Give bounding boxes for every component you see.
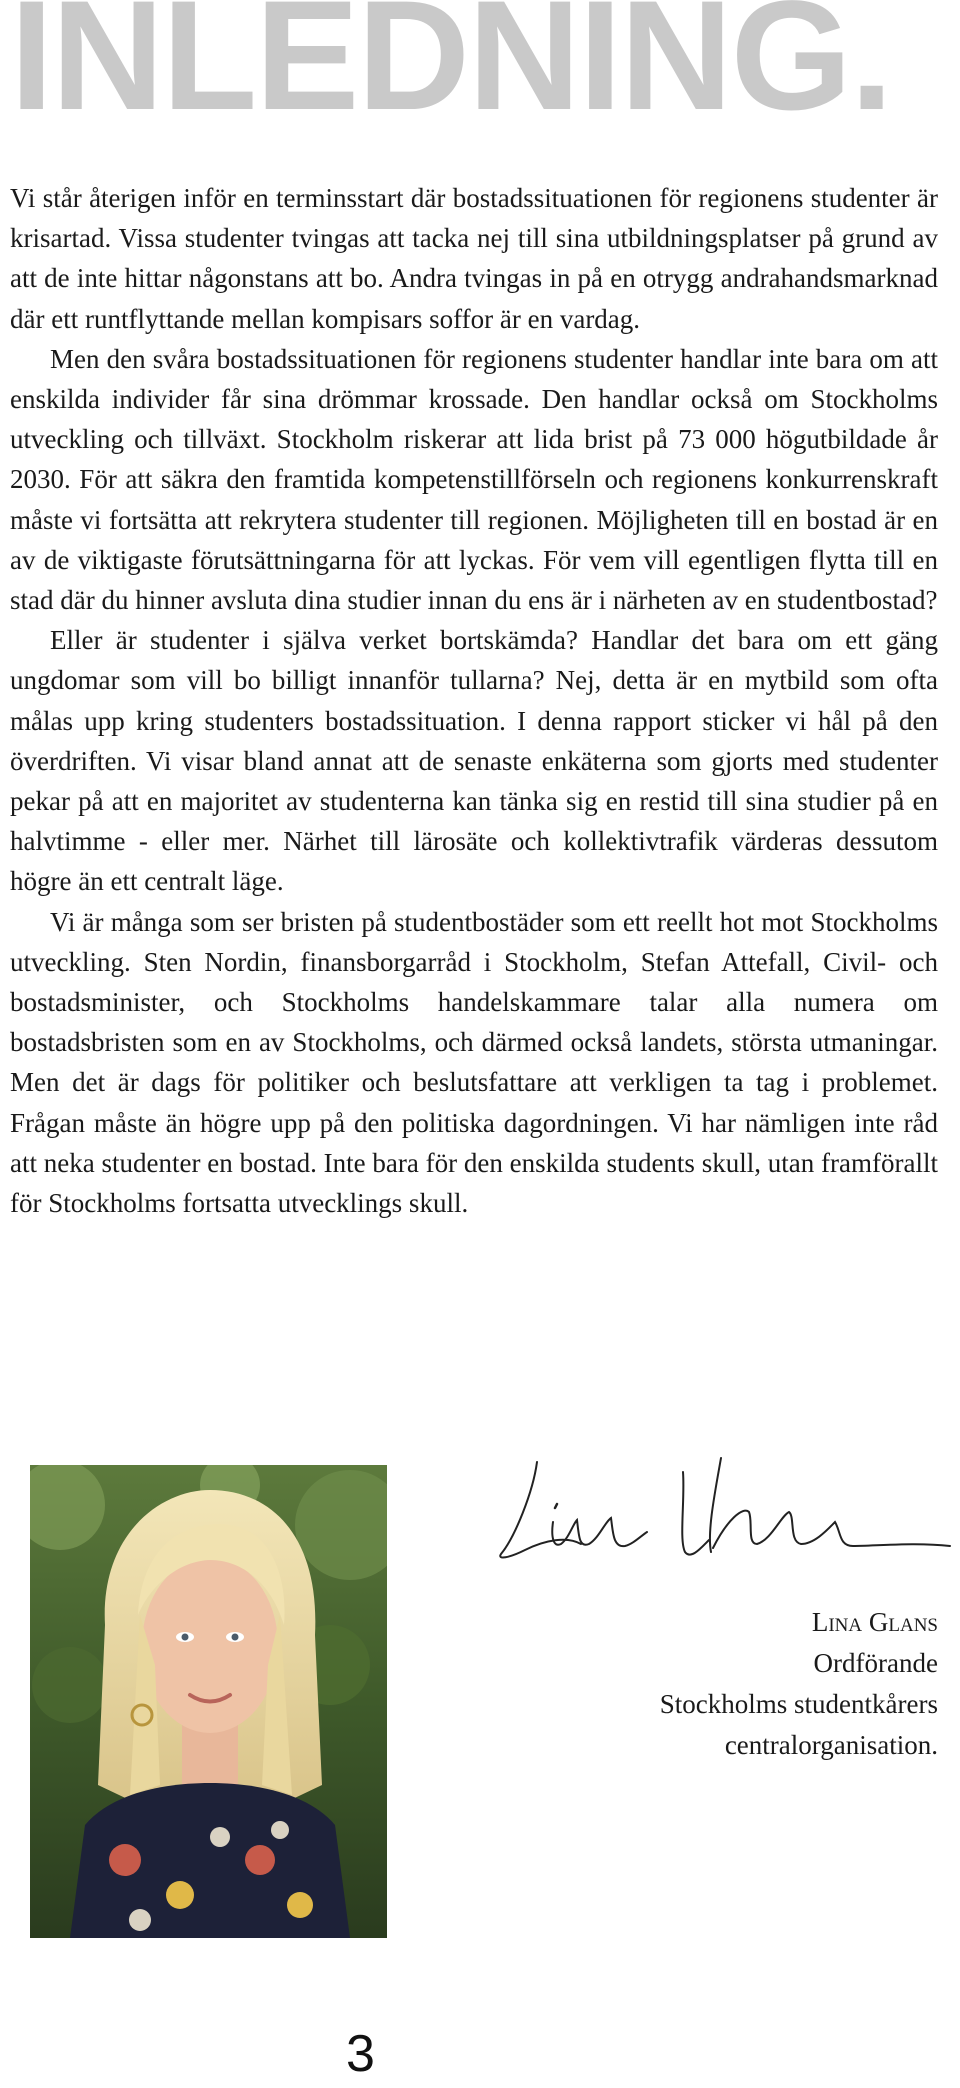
page-number: 3	[346, 2025, 375, 2083]
signer-title: Ordförande	[813, 1648, 938, 1678]
paragraph: Eller är studenter i själva verket bortskämda? Handlar det bara om ett gäng ungdomar som vill bo billigt innanför tullarna? Nej, detta är en mytbild som ofta målas upp kring studenters bostadssituation. I denna rapport sticker vi hål på den överdriften. Vi visar bland annat att de senaste enkäterna som gjorts med studenter pekar på att en majoritet av studenterna kan tänka sig en restid till sina studier på en halvtimme - eller mer. Närhet till lärosäte och kollektivtrafik värderas dessutom högre än ett centralt läge.	[10, 625, 938, 897]
page-title: INLEDNING.	[10, 0, 892, 143]
signer-organisation-cont: centralorganisation.	[724, 1730, 938, 1760]
portrait-photo	[30, 1465, 387, 1938]
body-text	[10, 178, 938, 1223]
signature	[495, 1452, 955, 1572]
paragraph: Vi är många som ser bristen på studentbostäder som ett reellt hot mot Stockholms utveckling. Sten Nordin, finansborgarråd i Stockholm, Stefan Attefall, Civil- och bostadsminister, och Stockholms handelskammare talar alla numera om bostadsbristen som en av Stockholms, och därmed också landets, största utmaningar. Men det är dags för politiker och beslutsfattare att verkligen ta tag i problemet. Frågan måste än högre upp på den politiska dagordningen. Vi har nämligen inte råd att neka studenter en bostad. Inte bara för den enskilda students skull, utan framförallt för Stockholms fortsatta utvecklings skull.	[10, 906, 938, 1219]
portrait-illustration	[30, 1465, 387, 1938]
paragraph: Vi står återigen inför en terminsstart där bostadssituationen för regionens studenter är krisartad. Vissa studenter tvingas att tacka nej till sina utbildningsplatser på grund av att de inte hittar någonstans att bo. Andra tvingas in på en otrygg andrahandsmarknad där ett runtflyttande mellan kompisars soffor är en vardag.	[10, 183, 938, 334]
signer-name: Lina Glans	[811, 1607, 938, 1637]
handwritten-signature	[495, 1452, 955, 1572]
signer-organisation: Stockholms studentkårers	[659, 1689, 938, 1719]
paragraph: Men den svåra bostadssituationen för regionens studenter handlar inte bara om att enskilda individer får sina drömmar krossade. Den handlar också om Stockholms utveckling och tillväxt. Stockholm riskerar att lida brist på 73 000 högutbildade år 2030. För att säkra den framtida kompetenstillförseln och regionens konkurrenskraft måste vi fortsätta att rekrytera studenter till regionen. Möjligheten till en bostad är en av de viktigaste förutsättningarna för att lyckas. För vem vill egentligen flytta till en stad där du hinner avsluta dina studier innan du ens är i närheten av en studentbostad?	[10, 343, 938, 616]
signer-block	[660, 1602, 938, 1766]
